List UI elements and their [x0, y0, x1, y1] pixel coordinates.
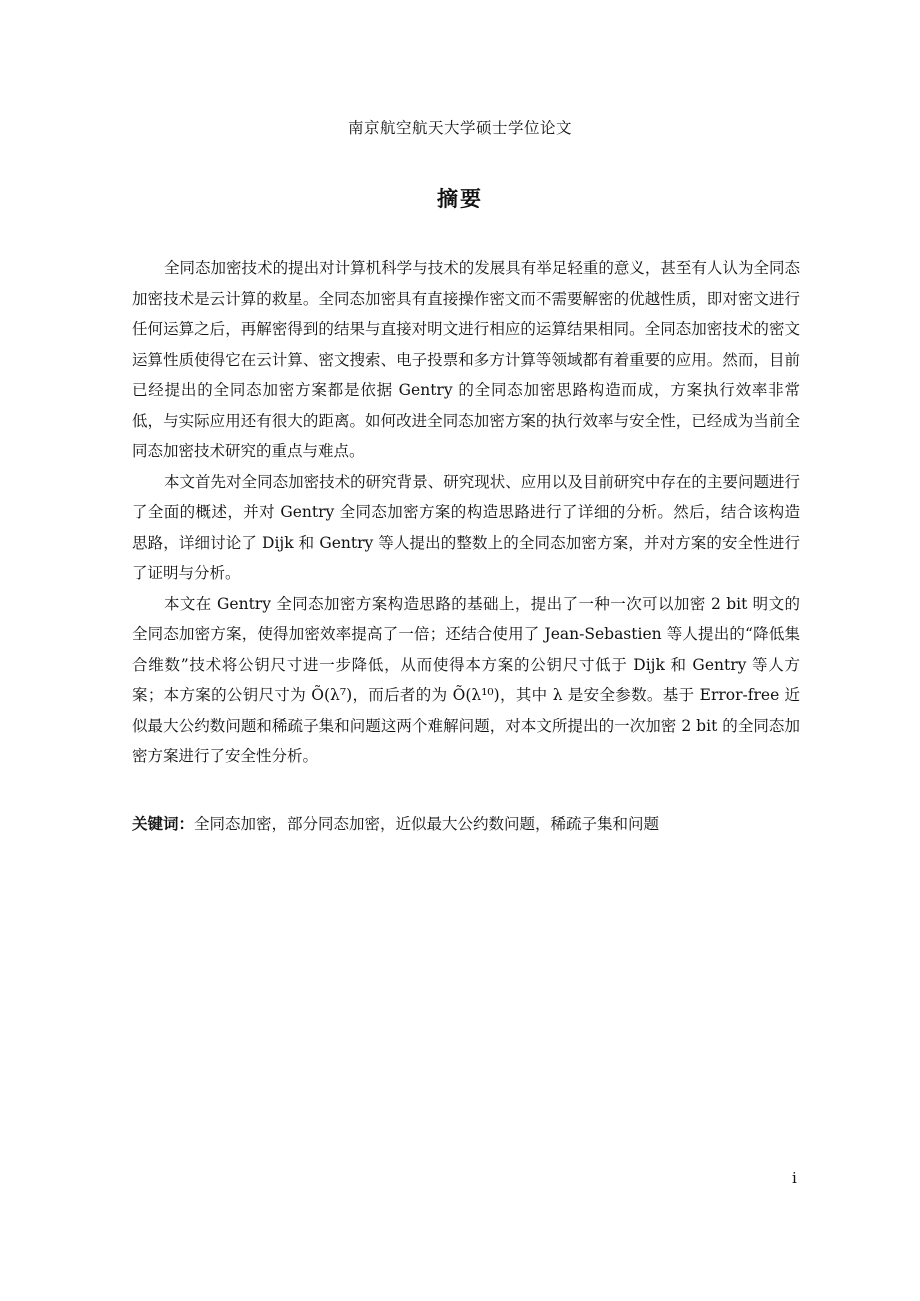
- keywords-text: 全同态加密，部分同态加密，近似最大公约数问题，稀疏子集和问题: [194, 815, 660, 833]
- abstract-paragraph-3: 本文在 Gentry 全同态加密方案构造思路的基础上，提出了一种一次可以加密 2 bit 明文的全同态加密方案，使得加密效率提高了一倍；还结合使用了 Jean-Sebastien 等人提出的“降低集合维数”技术将公钥尺寸进一步降低，从而使得本方案的公钥尺寸低于 Dijk 和 Gentry 等人方案；本方案的公钥尺寸为 Õ(λ⁷)，而后者的为 Õ(λ¹⁰)，其中 λ 是安全参数。基于 Error-free 近似最大公约数问题和稀疏子集和问题这两个难解问题，对本文所提出的一次加密 2 bit 的全同态加密方案进行了安全性分析。: [132, 594, 800, 765]
- running-header: 南京航空航天大学硕士学位论文: [347, 119, 572, 137]
- page-number: i: [792, 1169, 797, 1187]
- abstract-paragraph-1: 全同态加密技术的提出对计算机科学与技术的发展具有举足轻重的意义，甚至有人认为全同态加密技术是云计算的救星。全同态加密具有直接操作密文而不需要解密的优越性质，即对密文进行任何运算之后，再解密得到的结果与直接对明文进行相应的运算结果相同。全同态加密技术的密文运算性质使得它在云计算、密文搜索、电子投票和多方计算等领域都有着重要的应用。然而，目前已经提出的全同态加密方案都是依据 Gentry 的全同态加密思路构造而成，方案执行效率非常低，与实际应用还有很大的距离。如何改进全同态加密方案的执行效率与安全性，已经成为当前全同态加密技术研究的重点与难点。: [132, 259, 800, 460]
- abstract-body: [132, 253, 800, 772]
- abstract-paragraph-2: 本文首先对全同态加密技术的研究背景、研究现状、应用以及目前研究中存在的主要问题进行了全面的概述，并对 Gentry 全同态加密方案的构造思路进行了详细的分析。然后，结合该构造思路，详细讨论了 Dijk 和 Gentry 等人提出的整数上的全同态加密方案，并对方案的安全性进行了证明与分析。: [132, 472, 800, 582]
- page-title: 摘要: [437, 187, 483, 211]
- keywords-line: [132, 812, 800, 836]
- keywords-label: 关键词：: [132, 815, 195, 833]
